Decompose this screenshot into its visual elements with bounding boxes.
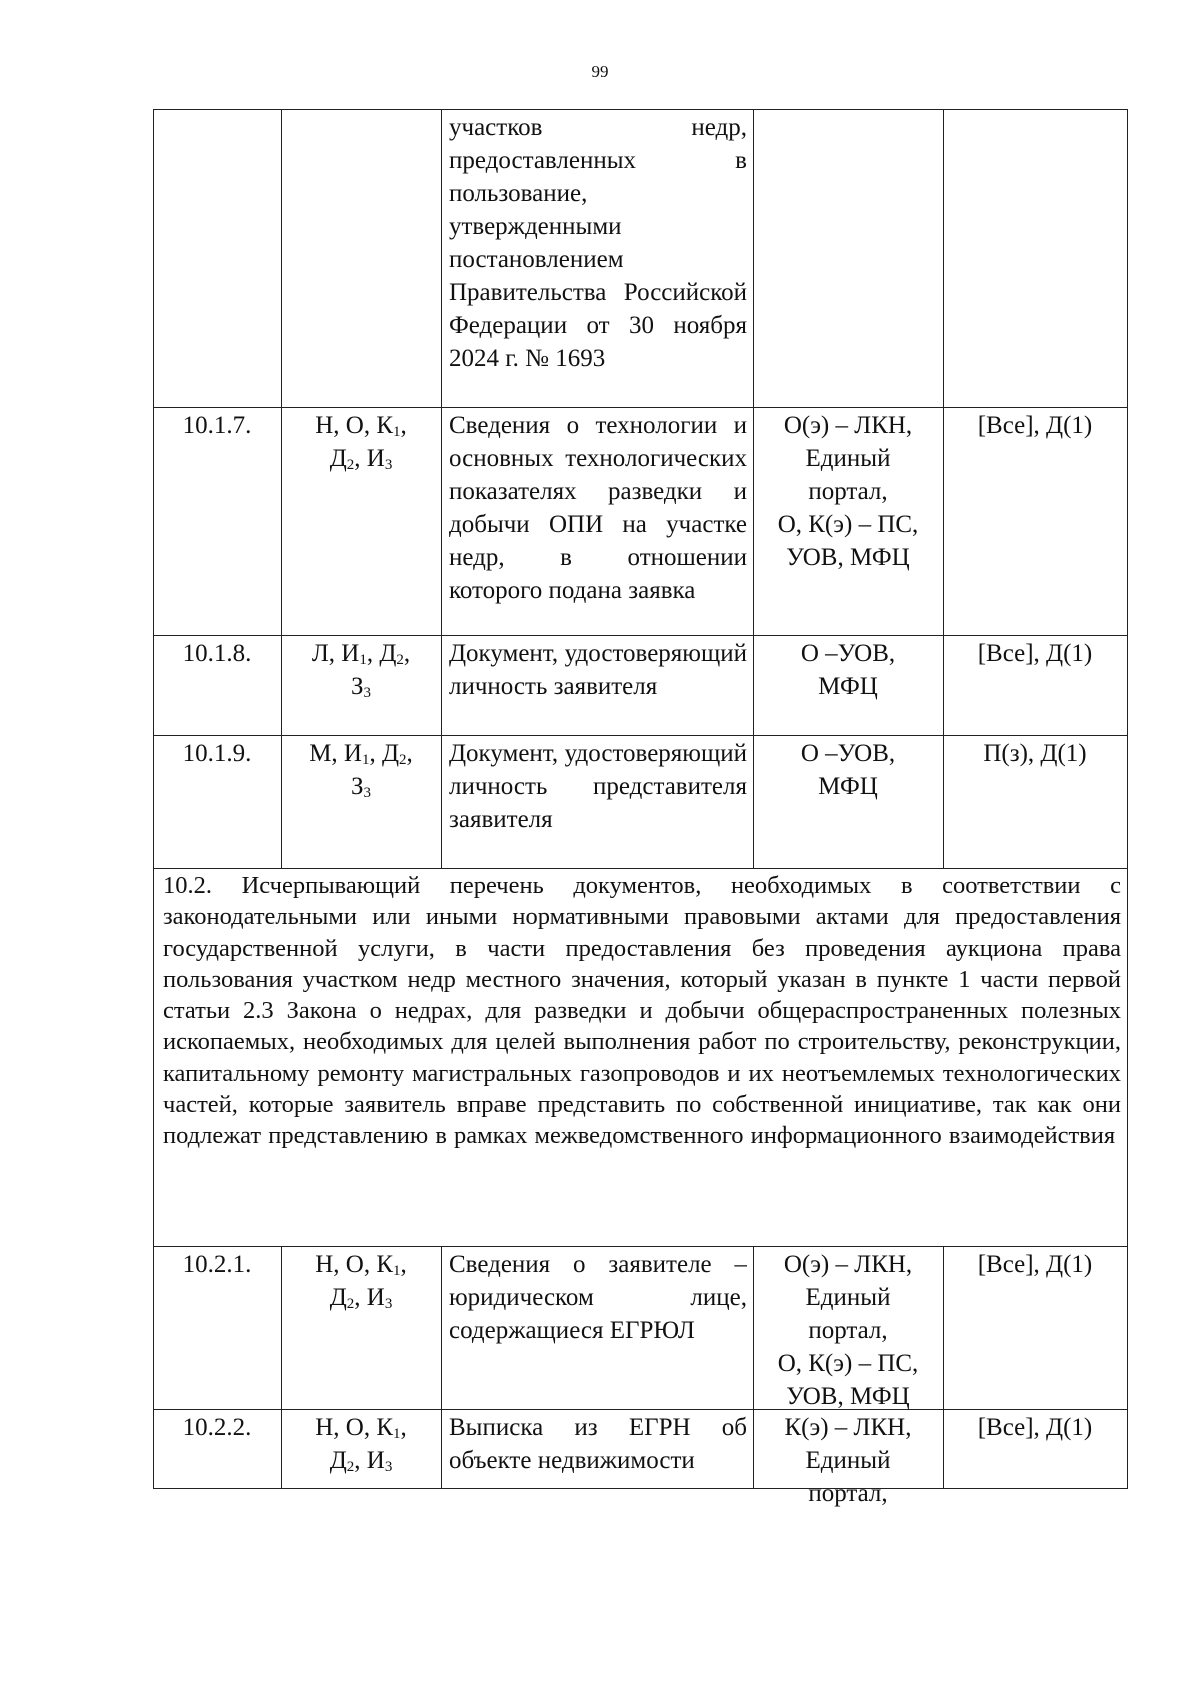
applicability-cases: [Все], Д(1): [977, 640, 1093, 667]
table-rule: [153, 1409, 1128, 1410]
table-rule: [943, 1246, 944, 1489]
table-rule: [753, 1246, 754, 1489]
document-cell: Сведения о заявителе – юридическом лице, содержащиеся ЕГРЮЛ: [449, 1251, 747, 1344]
document-cell: Документ, удостоверяющий личность заявителя: [449, 640, 747, 700]
section-heading-10-2: 10.2. Исчерпывающий перечень документов, необходимых в соответствии с законодательными или иными нормативными правовыми актами для предоставления государственной услуги, в части предоставления без проведения аукциона права пользования участком недр местного значения, который указан в пункте 1 части первой статьи 2.3 Закона о недрах, для разведки и добычи общераспространенных полезных ископаемых, необходимых для целей выполнения работ по строительству, реконструкции, капитальному ремонту магистральных газопроводов и их неотъемлемых технологических частей, которые заявитель вправе представить по собственной инициативе, так как они подлежат представлению в рамках межведомственного информационного взаимодействия: [163, 872, 1121, 1150]
table-rule: [281, 109, 282, 868]
applicability-cases: П(з), Д(1): [983, 740, 1087, 767]
applicant-codes: Н, О, $К_1$, $Д_2$, $И_3$: [315, 412, 407, 473]
applicant-codes: Н, О, $К_1$, $Д_2$, $И_3$: [315, 1414, 407, 1475]
item-number: 10.1.9.: [182, 740, 252, 767]
submission-method: О(э) – ЛКН, Единый портал, О, К(э) – ПС, УОВ, МФЦ: [777, 1251, 919, 1410]
applicability-cases: [Все], Д(1): [977, 1414, 1093, 1441]
table-rule: [1127, 109, 1128, 1489]
applicability-cases: [Все], Д(1): [977, 1251, 1093, 1278]
requirements-table: [153, 109, 1128, 1507]
submission-method: О –УОВ, МФЦ: [800, 640, 896, 700]
table-rule: [153, 868, 1128, 869]
table-rule: [281, 1246, 282, 1489]
document-cell: Сведения о технологии и основных технологических показателях разведки и добычи ОПИ на участке недр, в отношении которого подана заявка: [449, 412, 747, 604]
applicant-codes: М, $И_1$, $Д_2$, $З_3$: [309, 740, 413, 801]
table-rule: [153, 735, 1128, 736]
submission-method: К(э) – ЛКН, Единый портал,: [784, 1414, 912, 1507]
applicability-cases: [Все], Д(1): [977, 412, 1093, 439]
item-number: 10.1.8.: [182, 640, 252, 667]
submission-method: О(э) – ЛКН, Единый портал, О, К(э) – ПС, УОВ, МФЦ: [777, 412, 919, 571]
item-number: 10.2.2.: [182, 1414, 252, 1441]
table-rule: [153, 635, 1128, 636]
submission-method: О –УОВ, МФЦ: [800, 740, 896, 800]
applicant-codes: Л, $И_1$, $Д_2$, $З_3$: [311, 640, 411, 701]
table-rule: [441, 1246, 442, 1489]
table-rule: [441, 109, 442, 868]
table-rule: [153, 109, 1128, 110]
page-number: 99: [591, 62, 609, 81]
document-cell: Документ, удостоверяющий личность представителя заявителя: [449, 740, 747, 833]
table-rule: [153, 1246, 1128, 1247]
table-rule: [753, 109, 754, 868]
table-rule: [153, 1488, 1128, 1489]
item-number: 10.2.1.: [182, 1251, 252, 1278]
item-number: 10.1.7.: [182, 412, 252, 439]
applicant-codes: Н, О, $К_1$, $Д_2$, $И_3$: [315, 1251, 407, 1312]
table-rule: [153, 407, 1128, 408]
table-rule: [153, 109, 154, 1489]
table-rule: [943, 109, 944, 868]
document-cell: Выписка из ЕГРН об объекте недвижимости: [449, 1414, 747, 1474]
document-cell: участков недр, предоставленных в пользование, утвержденными постановлением Правительства Российской Федерации от 30 ноября 2024 г. № 1693: [449, 114, 747, 372]
